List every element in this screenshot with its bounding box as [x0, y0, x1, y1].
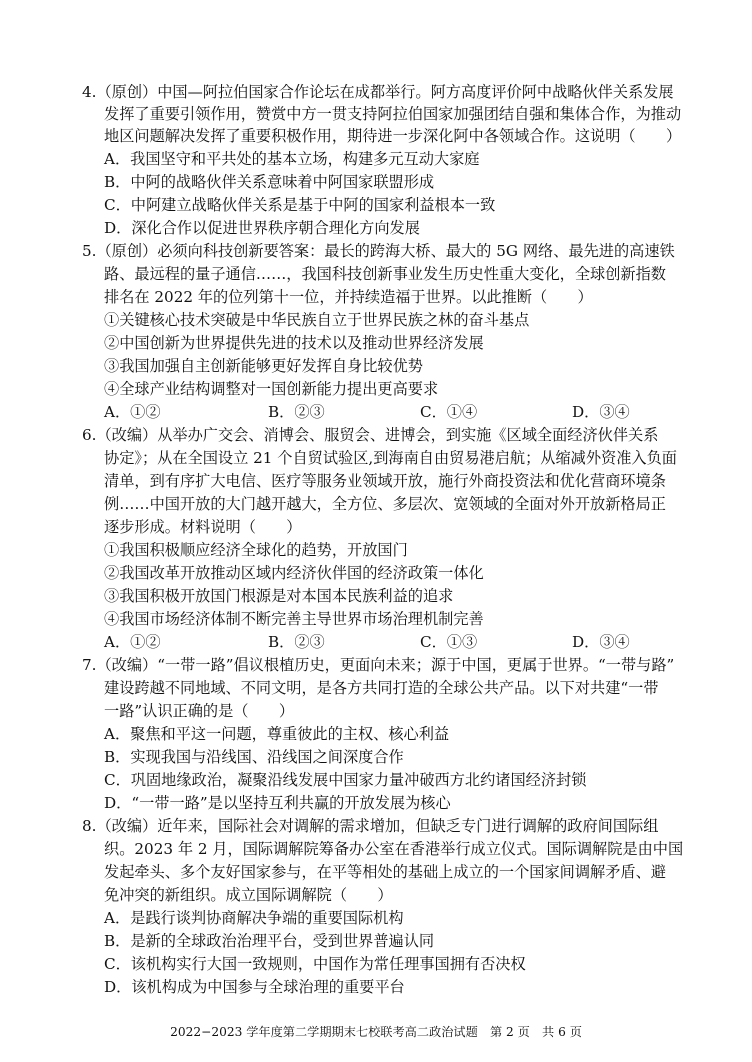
question-6-stem-line-5: 逐步形成。材料说明（ ）: [104, 518, 302, 536]
question-8-option-d[interactable]: D．该机构成为中国参与全球治理的重要平台: [104, 978, 405, 996]
question-4-option-b[interactable]: B．中阿的战略伙伴关系意味着中阿国家联盟形成: [104, 173, 435, 191]
question-6-choice-b[interactable]: B．②③: [268, 633, 325, 651]
question-6-choices: [104, 632, 684, 653]
question-7-option-c[interactable]: C．巩固地缘政治，凝聚沿线发展中国家力量冲破西方北约诸国经济封锁: [104, 771, 587, 789]
question-7-option-d[interactable]: D．“一带一路”是以坚持互利共赢的开放发展为核心: [104, 794, 451, 812]
question-8-option-b[interactable]: B．是新的全球政治治理平台，受到世界普遍认同: [104, 932, 435, 950]
page-footer: 2022−2023 学年度第二学期期末七校联考高二政治试题 第 2 页 共 6 页: [170, 1025, 582, 1039]
question-5-choice-b[interactable]: B．②③: [268, 403, 325, 421]
question-8-stem-line-4: 免冲突的新组织。成立国际调解院（ ）: [104, 886, 393, 904]
question-4-option-d[interactable]: D．深化合作以促进世界秩序朝合理化方向发展: [104, 219, 420, 237]
question-5-stem-line-1: 5.（原创）必须向科技创新要答案：最长的跨海大桥、最大的 5G 网络、最先进的高速铁: [82, 242, 675, 260]
question-6-statement-4: ④我国市场经济体制不断完善主导世界市场治理机制完善: [104, 610, 484, 628]
question-5-stem-line-3: 排名在 2022 年的位列第十一位，并持续造福于世界。以此推断（ ）: [104, 288, 593, 306]
question-6-stem-line-4: 例……中国开放的大门越开越大，全方位、多层次、宽领域的全面对外开放新格局正: [104, 495, 666, 513]
question-5-choice-d[interactable]: D．③④: [572, 403, 630, 421]
question-8-option-a[interactable]: A．是践行谈判协商解决争端的重要国际机构: [104, 909, 404, 927]
question-6-choice-c[interactable]: C．①③: [420, 633, 478, 651]
question-6-statement-2: ②我国改革开放推动区域内经济伙伴国的经济政策一体化: [104, 564, 484, 582]
question-5-statement-1: ①关键核心技术突破是中华民族自立于世界民族之林的奋斗基点: [104, 311, 530, 329]
question-7-stem-line-1: 7.（改编）“一带一路”倡议根植历史，更面向未来；源于中国，更属于世界。“一带与路”: [82, 656, 675, 674]
question-4-option-c[interactable]: C．中阿建立战略伙伴关系是基于中阿的国家利益根本一致: [104, 196, 496, 214]
question-7-option-a[interactable]: A．聚焦和平这一问题，尊重彼此的主权、核心利益: [104, 725, 450, 743]
question-4-stem-line-1: 4.（原创）中国—阿拉伯国家合作论坛在成都举行。阿方高度评价阿中战略伙伴关系发展: [82, 83, 674, 101]
question-8-stem-line-2: 织。2023 年 2 月，国际调解院筹备办公室在香港举行成立仪式。国际调解院是由中国: [104, 840, 684, 858]
question-5-statement-2: ②中国创新为世界提供先进的技术以及推动世界经济发展: [104, 334, 484, 352]
question-5-choice-a[interactable]: A．①②: [104, 403, 161, 421]
question-6-choice-a[interactable]: A．①②: [104, 633, 161, 651]
question-4-option-a[interactable]: A．我国坚守和平共处的基本立场，构建多元互动大家庭: [104, 150, 480, 168]
question-8-stem-line-3: 发起牵头、多个友好国家参与，在平等相处的基础上成立的一个国家间调解矛盾、避: [104, 863, 666, 881]
question-7-option-b[interactable]: B．实现我国与沿线国、沿线国之间深度合作: [104, 748, 404, 766]
question-5-choice-c[interactable]: C．①④: [420, 403, 478, 421]
question-4-stem-line-3: 地区问题解决发挥了重要积极作用，期待进一步深化阿中各领域合作。这说明（ ）: [104, 127, 682, 145]
question-7-stem-line-3: 一路”认识正确的是（ ）: [104, 702, 295, 720]
question-6-choice-d[interactable]: D．③④: [572, 633, 630, 651]
question-5-statement-4: ④全球产业结构调整对一国创新能力提出更高要求: [104, 380, 439, 398]
question-6-stem-line-1: 6.（改编）从举办广交会、消博会、服贸会、进博会，到实施《区域全面经济伙伴关系: [82, 426, 659, 444]
question-5-stem-line-2: 路、最远程的量子通信……，我国科技创新事业发生历史性重大变化，全球创新指数: [104, 265, 666, 283]
question-6-statement-1: ①我国积极顺应经济全球化的趋势，开放国门: [104, 541, 408, 559]
question-6-statement-3: ③我国积极开放国门根源是对本国本民族利益的追求: [104, 587, 454, 605]
question-5-statement-3: ③我国加强自主创新能够更好发挥自身比较优势: [104, 357, 423, 375]
question-5-choices: [104, 402, 684, 423]
question-4-stem-line-2: 发挥了重要引领作用，赞赏中方一贯支持阿拉伯国家加强团结自强和集体合作，为推动: [104, 105, 682, 123]
question-8-option-c[interactable]: C．该机构实行大国一致规则，中国作为常任理事国拥有否决权: [104, 955, 526, 973]
question-6-stem-line-2: 协定》；从在全国设立 21 个自贸试验区,到海南自由贸易港启航；从缩减外资准入负面: [104, 449, 677, 467]
question-7-stem-line-2: 建设跨越不同地域、不同文明，是各方共同打造的全球公共产品。以下对共建“一带: [104, 679, 659, 697]
question-8-stem-line-1: 8.（改编）近年来，国际社会对调解的需求增加，但缺乏专门进行调解的政府间国际组: [82, 817, 659, 835]
question-6-stem-line-3: 清单，到有序扩大电信、医疗等服务业领域开放，施行外商投资法和优化营商环境条: [104, 472, 666, 490]
